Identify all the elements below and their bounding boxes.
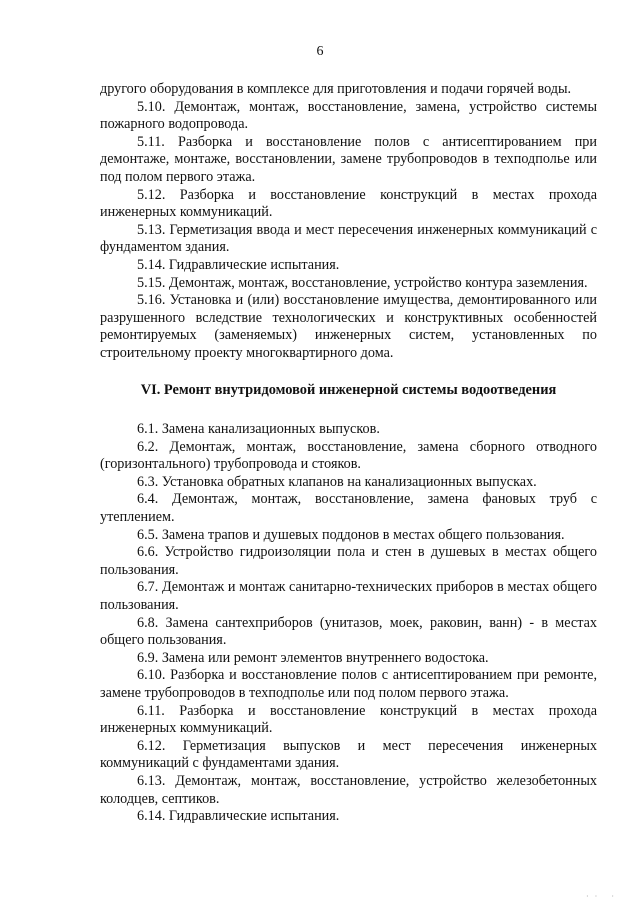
continued-paragraph: другого оборудования в комплексе для приготовления и подачи горячей воды. (100, 81, 572, 97)
item-6-10: 6.10. Разборка и восстановление полов с антисептированием при ремонте, замене трубопроводов в техподполье или под полом первого этажа. (100, 667, 597, 701)
item-6-6: 6.6. Устройство гидроизоляции пола и стен в душевых в местах общего пользования. (100, 544, 597, 578)
item-6-5: 6.5. Замена трапов и душевых поддонов в местах общего пользования. (137, 526, 565, 543)
scan-marks: ·· · (586, 892, 620, 901)
item-5-13: 5.13. Герметизация ввода и мест пересечения инженерных коммуникаций с фундаментом здания. (100, 221, 597, 256)
section-6-heading: VI. Ремонт внутридомовой инженерной системы водоотведения (140, 381, 557, 398)
item-5-16: 5.16. Установка и (или) восстановление имущества, демонтированного или разрушенного вследствие технологических и конструктивных особенностей ремонтируемых (заменяемых) инженерных систем, установленных по строительному проекту многоквартирного дома. (100, 292, 597, 361)
item-6-2: 6.2. Демонтаж, монтаж, восстановление, замена сборного отводного (горизонтального) трубопровода и стояков. (100, 438, 597, 473)
item-5-11: 5.11. Разборка и восстановление полов с антисептированием при демонтаже, монтаже, восстановлении, замене трубопроводов в техподполье или под полом первого этажа. (100, 133, 597, 185)
page-number: 6 (316, 44, 324, 59)
item-6-9: 6.9. Замена или ремонт элементов внутреннего водостока. (137, 649, 489, 666)
item-5-10: 5.10. Демонтаж, монтаж, восстановление, замена, устройство системы пожарного водопровода. (100, 98, 597, 133)
item-6-13: 6.13. Демонтаж, монтаж, восстановление, устройство железобетонных колодцев, септиков. (100, 772, 597, 807)
item-6-14: 6.14. Гидравлические испытания. (137, 808, 340, 825)
item-5-12: 5.12. Разборка и восстановление конструкций в местах прохода инженерных коммуникаций. (100, 186, 597, 221)
item-6-8: 6.8. Замена сантехприборов (унитазов, моек, раковин, ванн) - в местах общего пользования. (100, 614, 597, 649)
item-6-11: 6.11. Разборка и восстановление конструкций в местах прохода инженерных коммуникаций. (100, 702, 597, 737)
item-5-14: 5.14. Гидравлические испытания. (137, 256, 340, 273)
item-5-15: 5.15. Демонтаж, монтаж, восстановление, устройство контура заземления. (137, 274, 588, 291)
item-6-4: 6.4. Демонтаж, монтаж, восстановление, замена фановых труб с утеплением. (100, 491, 597, 526)
item-6-3: 6.3. Установка обратных клапанов на канализационных выпусках. (137, 473, 537, 490)
item-6-7: 6.7. Демонтаж и монтаж санитарно-технических приборов в местах общего пользования. (100, 579, 597, 614)
item-6-1: 6.1. Замена канализационных выпусков. (137, 421, 380, 438)
item-6-12: 6.12. Герметизация выпусков и мест пересечения инженерных коммуникаций с фундаментами здания. (100, 737, 597, 772)
document-body (100, 81, 597, 826)
